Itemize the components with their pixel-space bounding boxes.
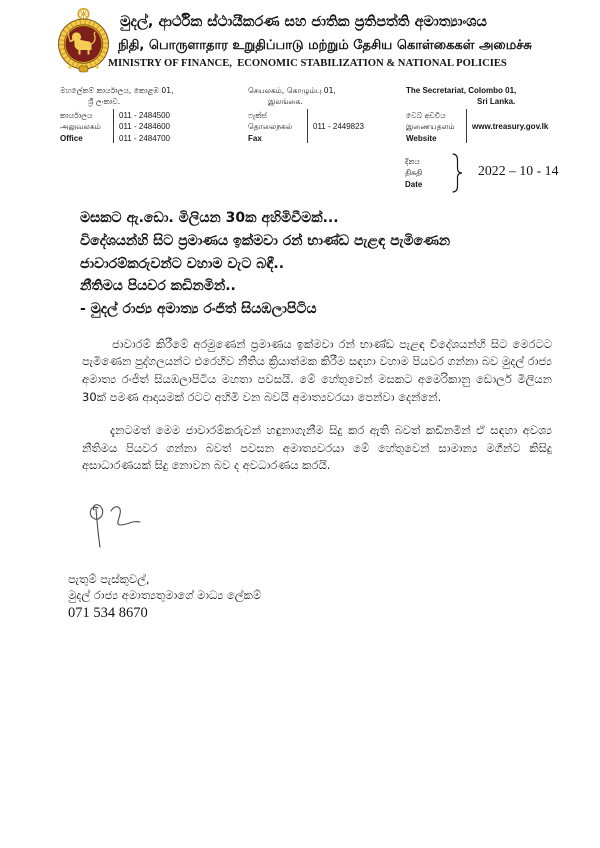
date-label-block bbox=[405, 156, 451, 191]
fax-label-tamil: தொலைநகல் bbox=[248, 122, 293, 131]
office-phone-2: 011 - 2484600 bbox=[119, 122, 171, 131]
website-label-tamil: இணையதளம் bbox=[406, 122, 455, 131]
body-paragraph: ජාවාරම් කිරීමේ අරමුණෙන් ප්‍රමාණය ඉක්මවා රන් භාණ්ඩ පැළඳ විදේශයන්හි සිට මෙරටට පැමිණෙන පුද්ගලයන්ට එරෙහිව නීතිය ක්‍රියාත්මක කිරීම සඳහා වහාම පියවර ගන්නා බව මුදල් රාජ්‍ය අමාත්‍ය රංජිත් සියඹලාපිටිය මහතා පවසයි. මේ හේතුවෙන් මසකට අමෙරිකානු ඩොලර් මිලියන 30ක් පමණ ආදායමක් රටට අහිමි වන බවයි අමාත්‍යවරයා පෙන්වා දෙන්නේ. bbox=[82, 336, 552, 404]
signatory-title: මුදල් රාජ්‍ය අමාත්‍යතුමාගේ මාධ්‍ය ලේකම් bbox=[68, 587, 262, 602]
address-line: The Secretariat, Colombo 01, bbox=[406, 85, 517, 95]
office-label-english: Office bbox=[60, 133, 83, 143]
separator-line bbox=[113, 109, 114, 143]
ministry-name-sinhala: මුදල්, ආර්ථික ස්ථායීකරණ සහ ජාතික ප්‍රතිපත්ති අමාත්‍යාංශය bbox=[120, 14, 487, 30]
office-label-sinhala: කාර්යාලය bbox=[60, 110, 93, 120]
fax-label-block bbox=[248, 110, 306, 145]
date-label-tamil: திகதி bbox=[405, 168, 423, 177]
date-label-english: Date bbox=[405, 179, 423, 189]
address-country: ශ්‍රී ලංකාව. bbox=[88, 96, 121, 106]
website-url: www.treasury.gov.lk bbox=[472, 121, 549, 131]
headline-attribution: - මුදල් රාජ්‍ය අමාත්‍ය රංජිත් සියඹලාපිටිය bbox=[80, 301, 317, 317]
separator-line bbox=[466, 109, 467, 143]
office-label-tamil: அலுவலகம் bbox=[60, 122, 101, 131]
document-date: 2022 – 10 - 14 bbox=[478, 163, 559, 178]
office-phone-3: 011 - 2484700 bbox=[119, 133, 171, 143]
website-label-english: Website bbox=[406, 133, 437, 143]
signatory-phone: 071 534 8670 bbox=[68, 604, 148, 621]
ministry-name-english: MINISTRY OF FINANCE, ECONOMIC STABILIZATION & NATIONAL POLICIES bbox=[108, 58, 507, 69]
address-country: Sri Lanka. bbox=[477, 96, 516, 106]
headline-line: ජාවාරම්කරුවන්ට වහාම වැට බඳී.. bbox=[80, 255, 285, 272]
press-release-body bbox=[0, 207, 600, 623]
signatory-name: පැතුම් පැස්කුවල්, bbox=[68, 571, 150, 586]
fax-label-sinhala: ෆැක්ස් bbox=[248, 110, 267, 120]
website-label-sinhala: වෙබ් අඩවිය bbox=[406, 110, 446, 120]
separator-line bbox=[307, 109, 308, 143]
address-sinhala bbox=[60, 85, 210, 107]
office-phone-1: 011 - 2484500 bbox=[119, 110, 171, 120]
date-label-sinhala: දිනය bbox=[405, 156, 420, 166]
curly-brace-icon bbox=[451, 153, 463, 193]
website-label-block bbox=[406, 110, 464, 145]
headline-line: විදේශයන්හි සිට ප්‍රමාණය ඉක්මවා රන් භාණ්ඩ පැළඳ පැමිණෙන bbox=[80, 232, 451, 249]
office-phone-numbers bbox=[119, 110, 209, 145]
address-country: இலங்கை. bbox=[268, 96, 303, 106]
body-paragraph: දැනටමත් මෙම ජාවාරම්කරුවන් හඳුනාගැනීම සිදු කර ඇති බවත් කඩිනමින් ඒ සඳහා අවශ්‍ය නීතිමය පියවර ගන්නා බවත් පවසන අමාත්‍යවරයා මේ හේතුවෙන් සාමාන්‍ය මගීන්ට කිසිදු අසාධාරණයක් සිදු නොවන බව ද අවධාරණය කරයි. bbox=[82, 423, 552, 473]
address-line: செயலகம், கொழும்பு 01, bbox=[248, 85, 336, 95]
headline-line: නීතිමය පියවර කඩිනමින්.. bbox=[80, 278, 236, 295]
fax-number: 011 - 2449823 bbox=[313, 121, 365, 131]
signatory-block bbox=[68, 571, 548, 623]
national-emblem-icon bbox=[55, 7, 112, 73]
fax-label-english: Fax bbox=[248, 133, 262, 143]
signature-icon bbox=[84, 494, 146, 550]
headline bbox=[80, 207, 585, 321]
address-line: මහලේකම් කාර්යාලය, කොළඹ 01, bbox=[60, 85, 174, 95]
ministry-name-tamil: நிதி, பொருளாதார உறுதிப்பாடு மற்றும் தேசிய கொள்கைகள் அமைச்சு bbox=[118, 38, 532, 53]
address-english bbox=[406, 85, 566, 107]
headline-line: මසකට ඇ.ඩො. මිලියන 30ක අහිමිවීමක්... bbox=[80, 210, 339, 226]
address-tamil bbox=[248, 85, 388, 107]
office-label-block bbox=[60, 110, 112, 145]
